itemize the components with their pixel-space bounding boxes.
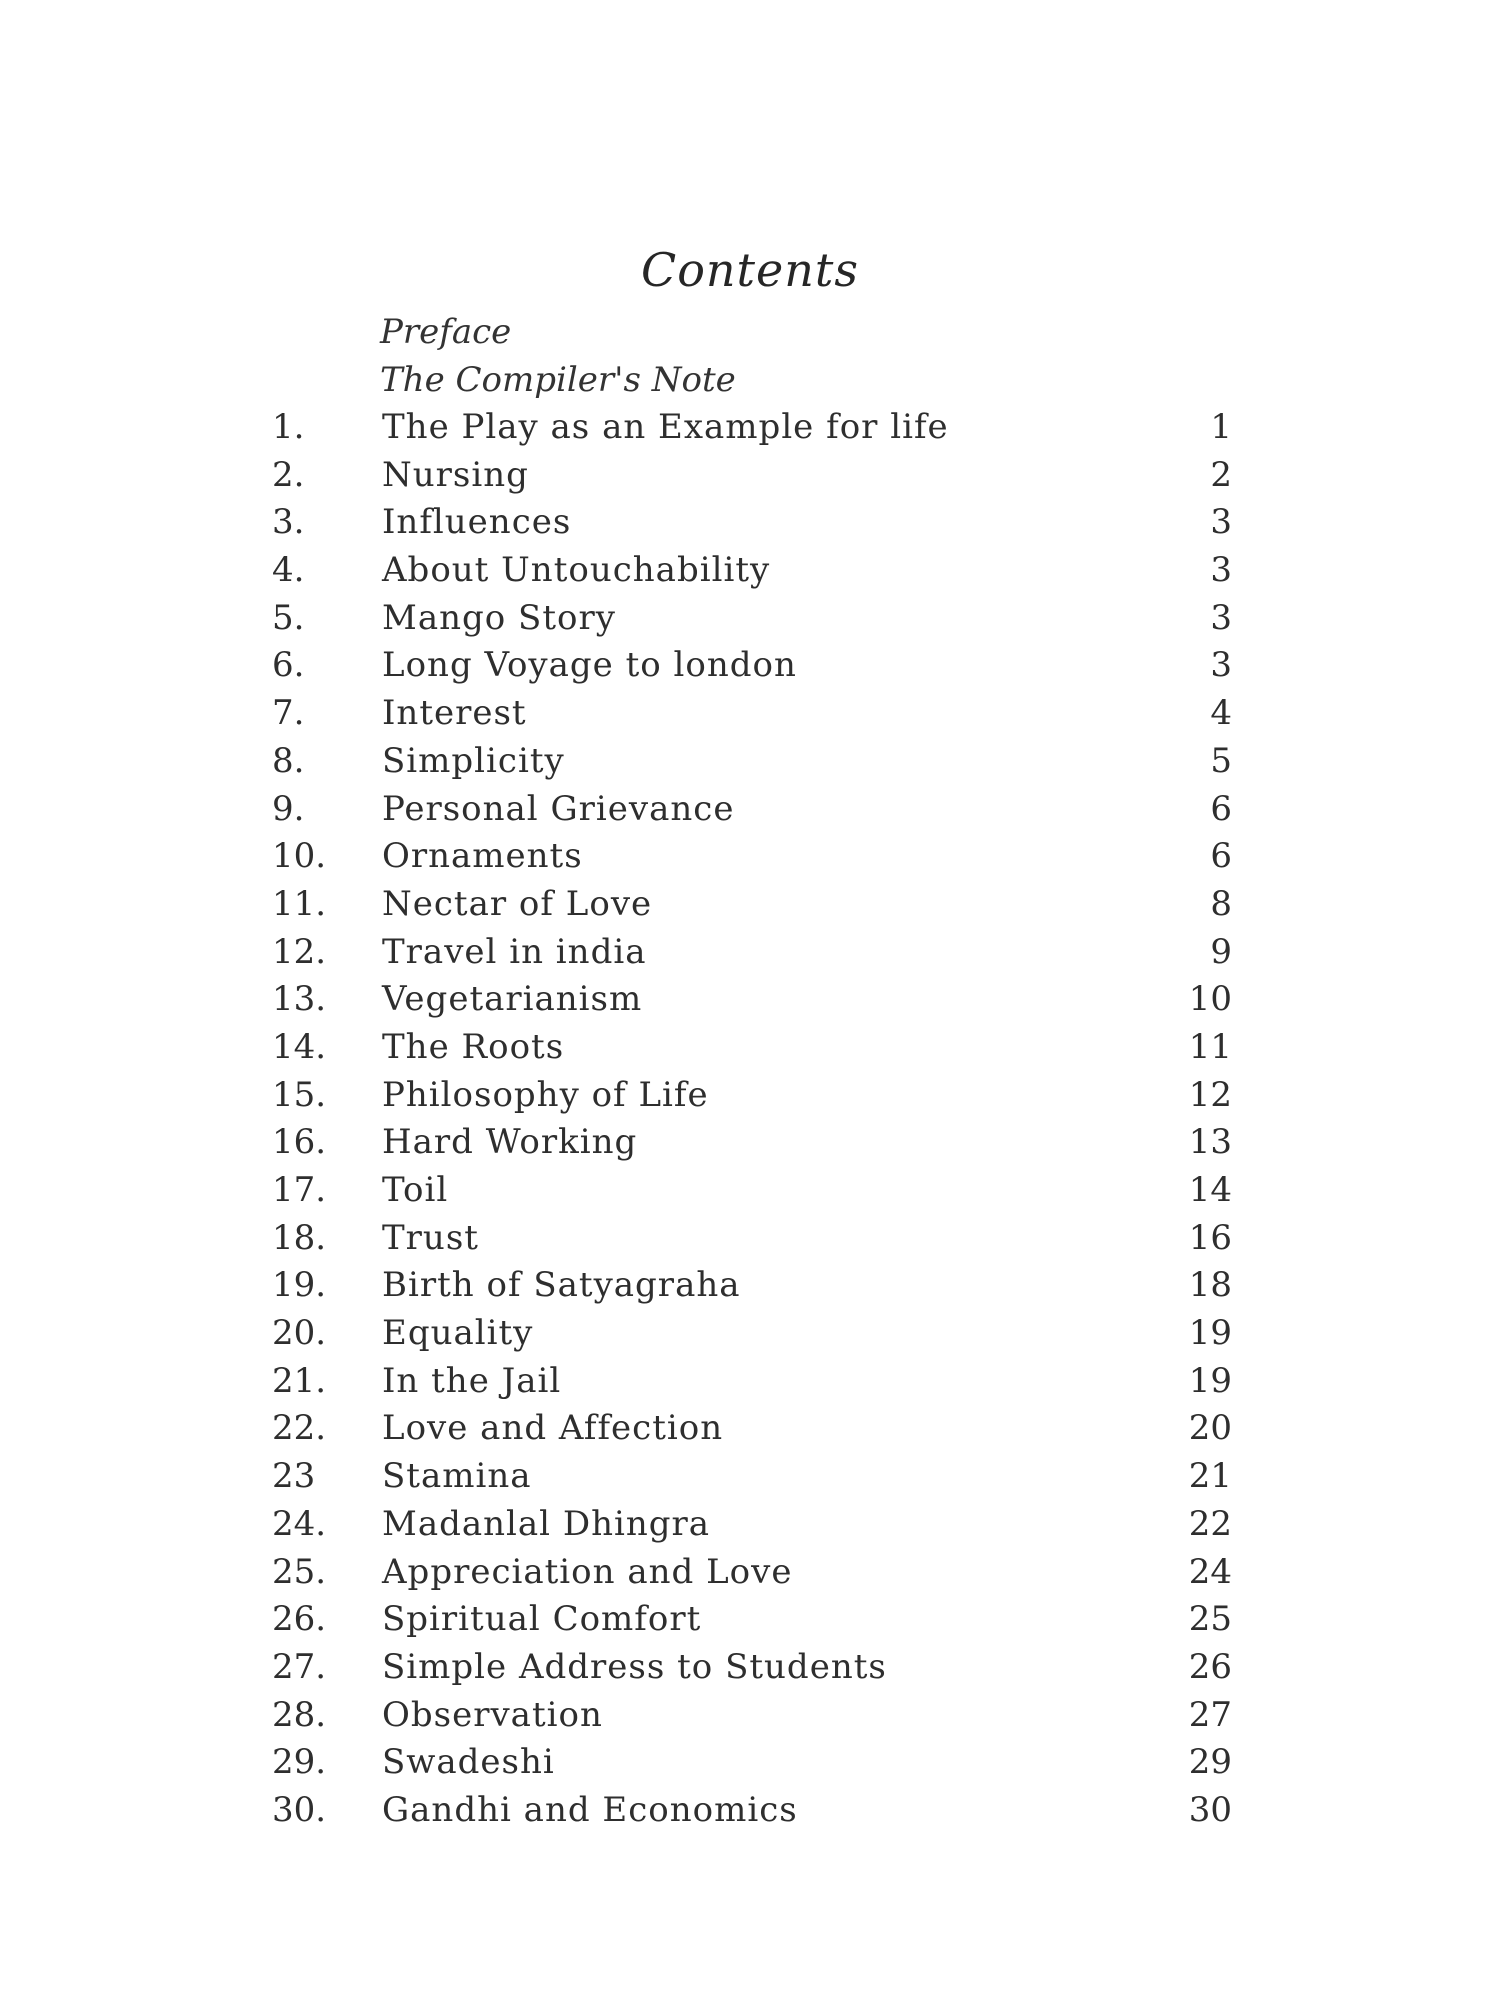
chapter-title: Travel in india <box>382 931 647 972</box>
page-number: 3 <box>1210 550 1232 591</box>
toc-entry[interactable] <box>272 976 1232 1024</box>
chapter-number: 3. <box>272 502 305 543</box>
page-number: 10 <box>1188 979 1232 1020</box>
chapter-title: The Roots <box>382 1026 565 1067</box>
toc-entry[interactable] <box>272 404 1232 452</box>
chapter-title: In the Jail <box>382 1360 562 1401</box>
page-number: 19 <box>1188 1313 1232 1354</box>
chapter-number: 8. <box>272 740 305 781</box>
toc-entry[interactable] <box>272 1119 1232 1167</box>
toc-entry[interactable] <box>272 1692 1232 1740</box>
chapter-number: 30. <box>272 1789 327 1830</box>
toc-entry[interactable] <box>272 642 1232 690</box>
chapter-number: 26. <box>272 1599 327 1640</box>
chapter-title: Birth of Satyagraha <box>382 1265 741 1306</box>
page-number: 11 <box>1188 1026 1232 1067</box>
toc-entry[interactable] <box>272 1072 1232 1120</box>
page-number: 9 <box>1210 931 1232 972</box>
toc-entry[interactable] <box>272 1167 1232 1215</box>
toc-entry[interactable] <box>272 1358 1232 1406</box>
page-number: 24 <box>1188 1551 1232 1592</box>
chapter-number: 24. <box>272 1503 327 1544</box>
chapter-title: Love and Affection <box>382 1408 724 1449</box>
chapter-number: 2. <box>272 454 305 495</box>
toc-entry[interactable] <box>272 738 1232 786</box>
chapter-title: Trust <box>382 1217 479 1258</box>
chapter-number: 12. <box>272 931 327 972</box>
chapter-title: Simple Address to Students <box>382 1646 887 1687</box>
chapter-title: Spiritual Comfort <box>382 1599 702 1640</box>
toc-entry[interactable] <box>272 1501 1232 1549</box>
page-number: 22 <box>1188 1503 1232 1544</box>
chapter-number: 6. <box>272 645 305 686</box>
chapter-list <box>272 404 1232 1835</box>
chapter-title: Swadeshi <box>382 1742 555 1783</box>
page-number: 3 <box>1210 502 1232 543</box>
toc-entry[interactable] <box>272 1215 1232 1263</box>
page-number: 1 <box>1210 407 1232 447</box>
chapter-number: 9. <box>272 788 305 829</box>
chapter-title: Ornaments <box>382 836 583 877</box>
table-of-contents <box>272 308 1232 1835</box>
page-number: 14 <box>1188 1170 1232 1210</box>
chapter-number: 1. <box>272 407 305 447</box>
toc-entry[interactable] <box>272 1787 1232 1835</box>
page-number: 18 <box>1188 1265 1232 1306</box>
chapter-title: Personal Grievance <box>382 788 735 829</box>
chapter-number: 15. <box>272 1074 327 1115</box>
page-number: 8 <box>1210 883 1232 924</box>
chapter-number: 18. <box>272 1217 327 1258</box>
page-number: 27 <box>1188 1694 1232 1735</box>
chapter-title: Influences <box>382 502 572 543</box>
toc-entry[interactable] <box>272 595 1232 643</box>
front-matter <box>272 308 1232 404</box>
page-number: 20 <box>1188 1408 1232 1449</box>
chapter-title: Nursing <box>382 454 529 495</box>
chapter-number: 27. <box>272 1646 327 1687</box>
chapter-title: Equality <box>382 1313 534 1354</box>
toc-entry[interactable] <box>272 690 1232 738</box>
chapter-title: Stamina <box>382 1456 532 1497</box>
chapter-number: 28. <box>272 1694 327 1735</box>
page-number: 13 <box>1188 1122 1232 1163</box>
front-matter-preface[interactable]: Preface <box>380 312 512 352</box>
toc-entry[interactable] <box>272 1453 1232 1501</box>
page-number: 26 <box>1188 1646 1232 1687</box>
toc-entry[interactable] <box>272 1549 1232 1597</box>
page-number: 19 <box>1188 1360 1232 1401</box>
chapter-number: 13. <box>272 979 327 1020</box>
toc-entry[interactable] <box>272 786 1232 834</box>
chapter-number: 22. <box>272 1408 327 1449</box>
toc-entry[interactable] <box>272 1024 1232 1072</box>
chapter-title: Toil <box>382 1170 449 1210</box>
page-number: 6 <box>1210 836 1232 877</box>
chapter-number: 5. <box>272 597 305 638</box>
toc-entry[interactable] <box>272 1644 1232 1692</box>
chapter-title: Hard Working <box>382 1122 638 1163</box>
chapter-title: Mango Story <box>382 597 616 638</box>
page-number: 5 <box>1210 740 1232 781</box>
page-number: 25 <box>1188 1599 1232 1640</box>
page-number: 3 <box>1210 597 1232 638</box>
page-title: Contents <box>641 243 859 297</box>
chapter-title: About Untouchability <box>382 550 771 591</box>
page-number: 3 <box>1210 645 1232 686</box>
page-number: 29 <box>1188 1742 1232 1783</box>
chapter-title: The Play as an Example for life <box>382 407 949 447</box>
chapter-number: 19. <box>272 1265 327 1306</box>
chapter-title: Nectar of Love <box>382 883 653 924</box>
chapter-title: Appreciation and Love <box>382 1551 793 1592</box>
chapter-number: 25. <box>272 1551 327 1592</box>
page-number: 16 <box>1188 1217 1232 1258</box>
toc-entry[interactable] <box>272 547 1232 595</box>
chapter-title: Interest <box>382 693 527 734</box>
chapter-title: Gandhi and Economics <box>382 1789 798 1830</box>
chapter-title: Simplicity <box>382 740 565 781</box>
chapter-number: 4. <box>272 550 305 591</box>
chapter-title: Vegetarianism <box>382 979 643 1020</box>
toc-entry[interactable] <box>272 833 1232 881</box>
page-number: 4 <box>1210 693 1232 734</box>
toc-entry[interactable] <box>272 499 1232 547</box>
chapter-number: 14. <box>272 1026 327 1067</box>
page-number: 6 <box>1210 788 1232 829</box>
chapter-number: 11. <box>272 883 327 924</box>
chapter-number: 29. <box>272 1742 327 1783</box>
toc-entry[interactable] <box>272 1405 1232 1453</box>
toc-entry[interactable] <box>272 1310 1232 1358</box>
chapter-title: Long Voyage to london <box>382 645 797 686</box>
toc-entry[interactable] <box>272 929 1232 977</box>
chapter-title: Philosophy of Life <box>382 1074 709 1115</box>
page-number: 2 <box>1210 454 1232 495</box>
toc-entry[interactable] <box>272 1262 1232 1310</box>
page-number: 30 <box>1188 1789 1232 1830</box>
chapter-number: 21. <box>272 1360 327 1401</box>
chapter-number: 16. <box>272 1122 327 1163</box>
toc-entry[interactable] <box>272 881 1232 929</box>
chapter-number: 10. <box>272 836 327 877</box>
chapter-title: Madanlal Dhingra <box>382 1503 711 1544</box>
toc-entry[interactable] <box>272 1596 1232 1644</box>
toc-entry[interactable] <box>272 452 1232 500</box>
front-matter-compilers-note[interactable]: The Compiler's Note <box>380 360 736 400</box>
page-number: 12 <box>1188 1074 1232 1115</box>
chapter-number: 7. <box>272 693 305 734</box>
chapter-number: 17. <box>272 1170 327 1210</box>
toc-entry[interactable] <box>272 1739 1232 1787</box>
chapter-title: Observation <box>382 1694 603 1735</box>
chapter-number: 23 <box>272 1456 316 1497</box>
chapter-number: 20. <box>272 1313 327 1354</box>
page-number: 21 <box>1188 1456 1232 1497</box>
